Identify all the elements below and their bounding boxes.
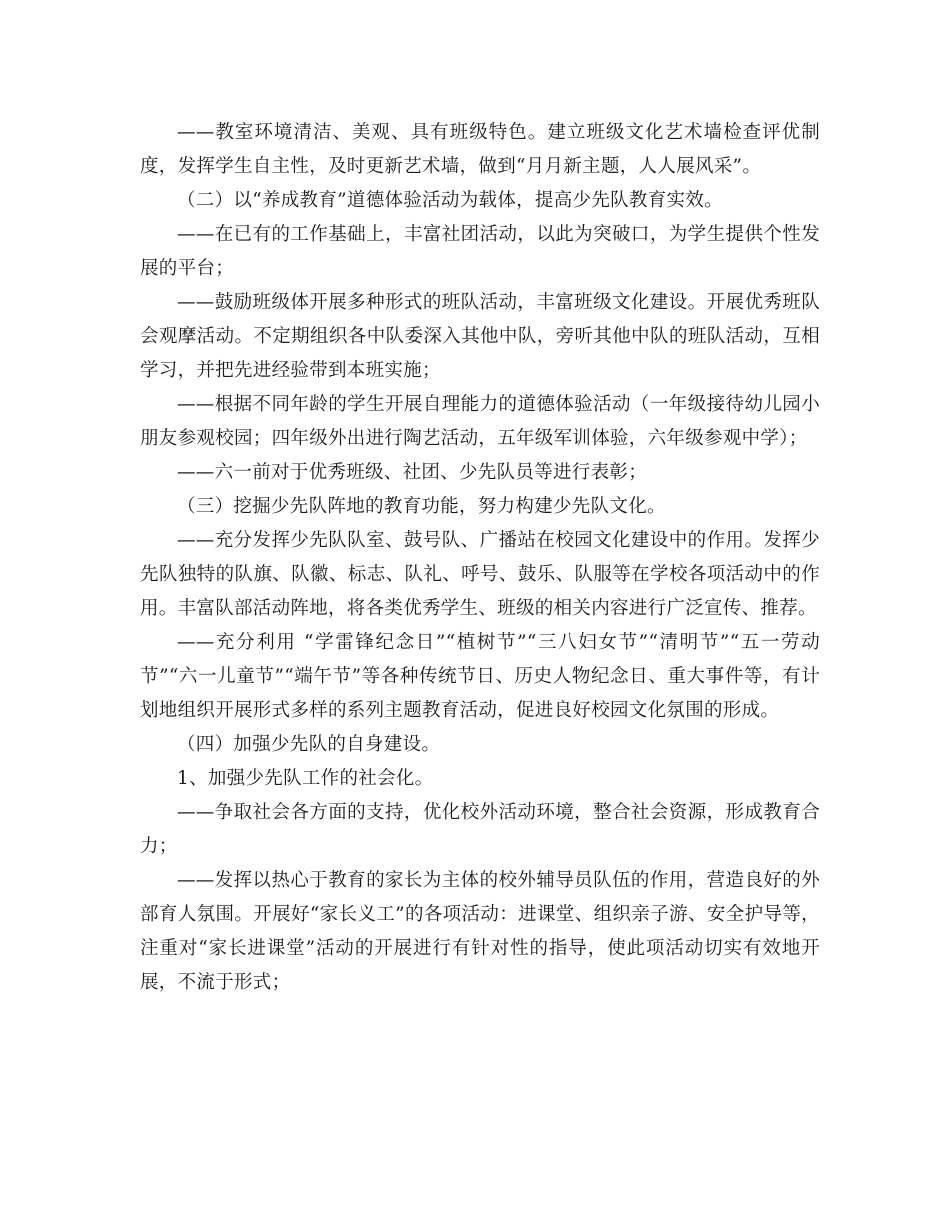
section-heading-2: （二）以“养成教育”道德体验活动为载体，提高少先队教育实效。 — [177, 190, 723, 211]
section-heading-4: （四）加强少先队的自身建设。 — [177, 734, 441, 755]
paragraph-pioneer-positions: ——充分发挥少先队队室、鼓号队、广播站在校园文化建设中的作用。发挥少先队独特的队旗、队徽、标志、队礼、呼号、鼓乐、队服等在学校各项活动中的作用。丰富队部活动阵地，将各类优秀学生、班级的相关内容进行广泛宣传、推荐。 — [140, 530, 820, 619]
paragraph-commendation: ——六一前对于优秀班级、社团、少先队员等进行表彰； — [177, 462, 648, 483]
document-body — [140, 116, 820, 1000]
paragraph-parent-volunteers: ——发挥以热心于教育的家长为主体的校外辅导员队伍的作用，营造良好的外部育人氛围。开展好“家长义工”的各项活动：进课堂、组织亲子游、安全护导等，注重对“家长进课堂”活动的开展进行有针对性的指导，使此项活动切实有效地开展，不流于形式； — [140, 870, 820, 993]
paragraph-festivals: ——充分利用 “学雷锋纪念日”“植树节”“三八妇女节”“清明节”“五一劳动节”“六一儿童节”“端午节”等各种传统节日、历史人物纪念日、重大事件等，有计划地组织开展形式多样的系列主题教育活动，促进良好校园文化氛围的形成。 — [140, 632, 820, 721]
paragraph-social-support: ——争取社会各方面的支持，优化校外活动环境，整合社会资源，形成教育合力； — [140, 802, 820, 857]
subsection-heading-1: 1、加强少先队工作的社会化。 — [177, 768, 434, 789]
paragraph-moral-experience: ——根据不同年龄的学生开展自理能力的道德体验活动（一年级接待幼儿园小朋友参观校园；四年级外出进行陶艺活动，五年级军训体验，六年级参观中学）； — [140, 394, 820, 449]
paragraph-club-activities: ——在已有的工作基础上，丰富社团活动，以此为突破口，为学生提供个性发展的平台； — [140, 224, 820, 279]
section-heading-3: （三）挖掘少先队阵地的教育功能，努力构建少先队文化。 — [177, 496, 666, 517]
paragraph-classroom-environment: ——教室环境清洁、美观、具有班级特色。建立班级文化艺术墙检查评优制度，发挥学生自主性，及时更新艺术墙，做到“月月新主题，人人展风采”。 — [140, 122, 820, 177]
paragraph-class-team-activities: ——鼓励班级体开展多种形式的班队活动，丰富班级文化建设。开展优秀班队会观摩活动。不定期组织各中队委深入其他中队，旁听其他中队的班队活动，互相学习，并把先进经验带到本班实施； — [140, 292, 820, 381]
